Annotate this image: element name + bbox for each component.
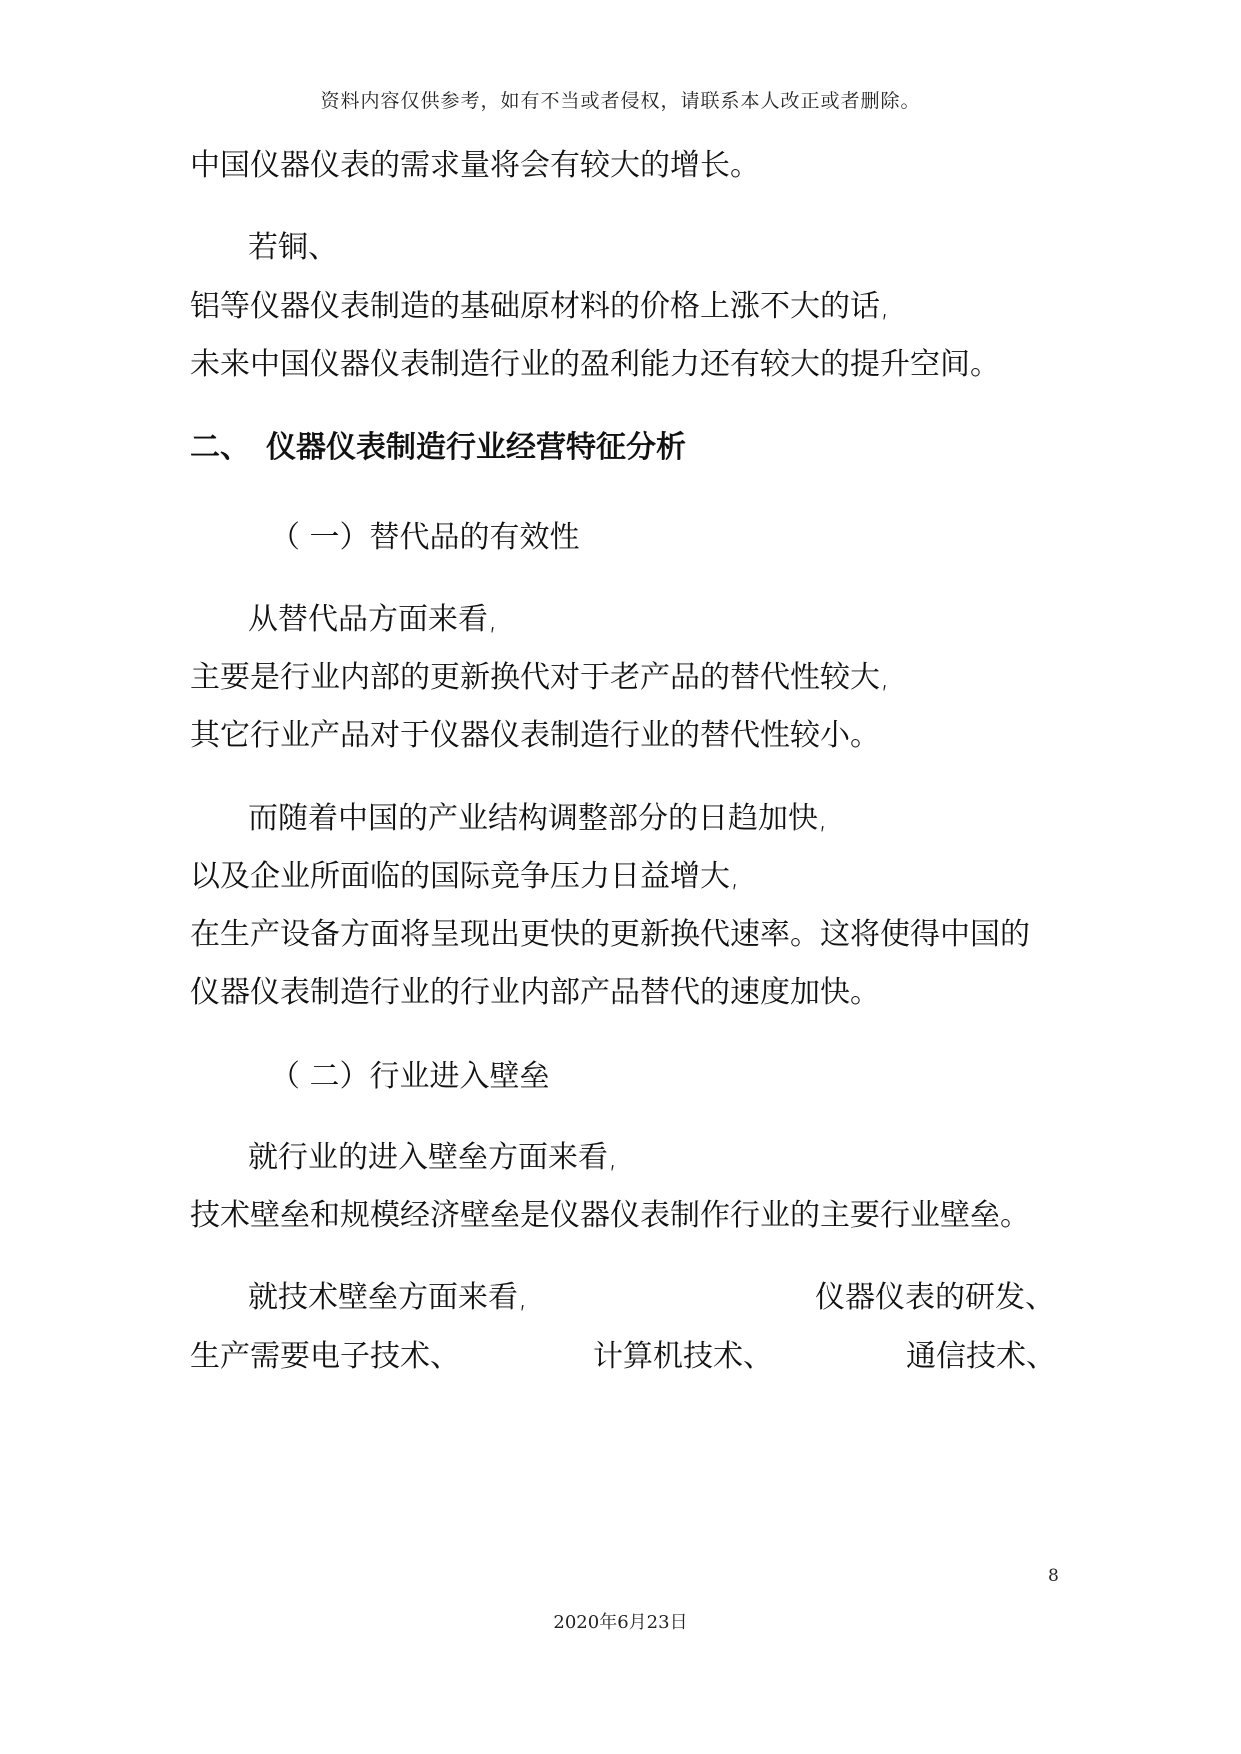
page-number: 8 bbox=[1048, 1566, 1059, 1586]
body-line: 未来中国仪器仪表制造行业的盈利能力还有较大的提升空间。 bbox=[190, 347, 1000, 382]
body-line: 从替代品方面来看, bbox=[248, 602, 498, 637]
body-line bbox=[0, 1278, 1241, 1318]
body-line-segment: 仪器仪表的研发、 bbox=[815, 1280, 1055, 1315]
body-line-segment: 计算机技术、 bbox=[593, 1339, 773, 1374]
body-line: 中国仪器仪表的需求量将会有较大的增长。 bbox=[190, 148, 760, 183]
section-title: 仪器仪表制造行业经营特征分析 bbox=[266, 430, 686, 465]
body-line bbox=[0, 1337, 1241, 1377]
body-line: 在生产设备方面将呈现出更快的更新换代速率。这将使得中国的 bbox=[190, 917, 1030, 952]
subheading: （ 二）行业进入壁垒 bbox=[270, 1059, 550, 1094]
header-disclaimer: 资料内容仅供参考，如有不当或者侵权，请联系本人改正或者删除。 bbox=[320, 90, 921, 112]
body-line: 铝等仪器仪表制造的基础原材料的价格上涨不大的话, bbox=[190, 289, 890, 324]
footer-date: 2020年6月23日 bbox=[553, 1612, 688, 1633]
body-line: 而随着中国的产业结构调整部分的日趋加快, bbox=[248, 801, 828, 836]
body-line-segment: 生产需要电子技术、 bbox=[190, 1339, 460, 1374]
section-heading bbox=[190, 428, 686, 468]
body-line: 主要是行业内部的更新换代对于老产品的替代性较大, bbox=[190, 660, 890, 695]
body-line: 以及企业所面临的国际竞争压力日益增大, bbox=[190, 859, 740, 894]
body-line-segment: 通信技术、 bbox=[906, 1339, 1056, 1374]
body-line: 就行业的进入壁垒方面来看, bbox=[248, 1140, 618, 1175]
subheading: （ 一）替代品的有效性 bbox=[270, 520, 580, 555]
body-line-segment: 就技术壁垒方面来看, bbox=[248, 1280, 528, 1315]
body-line: 若铜、 bbox=[248, 230, 338, 265]
section-number: 二、 bbox=[190, 430, 250, 465]
body-line: 其它行业产品对于仪器仪表制造行业的替代性较小。 bbox=[190, 718, 880, 753]
body-line: 技术壁垒和规模经济壁垒是仪器仪表制作行业的主要行业壁垒。 bbox=[190, 1198, 1030, 1233]
body-line: 仪器仪表制造行业的行业内部产品替代的速度加快。 bbox=[190, 975, 880, 1010]
